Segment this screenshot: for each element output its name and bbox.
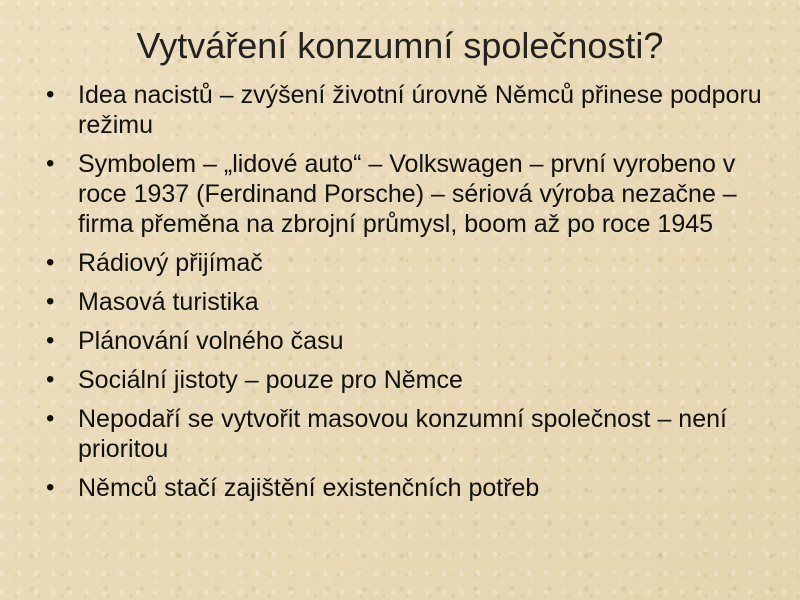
- slide-title: Vytváření konzumní společnosti?: [136, 25, 664, 66]
- bullet-item: [42, 404, 762, 464]
- bullet-text: Sociální jistoty – pouze pro Němce: [78, 366, 463, 394]
- bullet-icon: •: [46, 405, 55, 432]
- bullet-text: Idea nacistů – zvýšení životní úrovně Němců přinese podporu režimu: [78, 81, 762, 139]
- bullet-item: [42, 287, 762, 317]
- bullet-icon: •: [46, 150, 55, 177]
- bullet-text: Symbolem – „lidové auto“ – Volkswagen – první vyrobeno v roce 1937 (Ferdinand Porsche) – sériová výroba nezačne – firma přeměna na zbrojní průmysl, boom až po roce 1945: [78, 150, 737, 238]
- bullet-list: [42, 80, 762, 512]
- bullet-icon: •: [46, 288, 55, 315]
- bullet-text: Rádiový přijímač: [78, 249, 263, 277]
- bullet-text: Nepodaří se vytvořit masovou konzumní společnost – není prioritou: [78, 405, 727, 463]
- bullet-text: Němců stačí zajištění existenčních potřeb: [78, 474, 540, 502]
- bullet-icon: •: [46, 474, 55, 501]
- bullet-item: [42, 473, 762, 503]
- bullet-item: [42, 326, 762, 356]
- bullet-item: [42, 248, 762, 278]
- bullet-item: [42, 365, 762, 395]
- bullet-text: Masová turistika: [78, 288, 259, 316]
- bullet-icon: •: [46, 366, 55, 393]
- bullet-text: Plánování volného času: [78, 327, 344, 355]
- bullet-icon: •: [46, 249, 55, 276]
- bullet-icon: •: [46, 81, 55, 108]
- bullet-item: [42, 80, 762, 140]
- bullet-icon: •: [46, 327, 55, 354]
- bullet-item: [42, 149, 762, 239]
